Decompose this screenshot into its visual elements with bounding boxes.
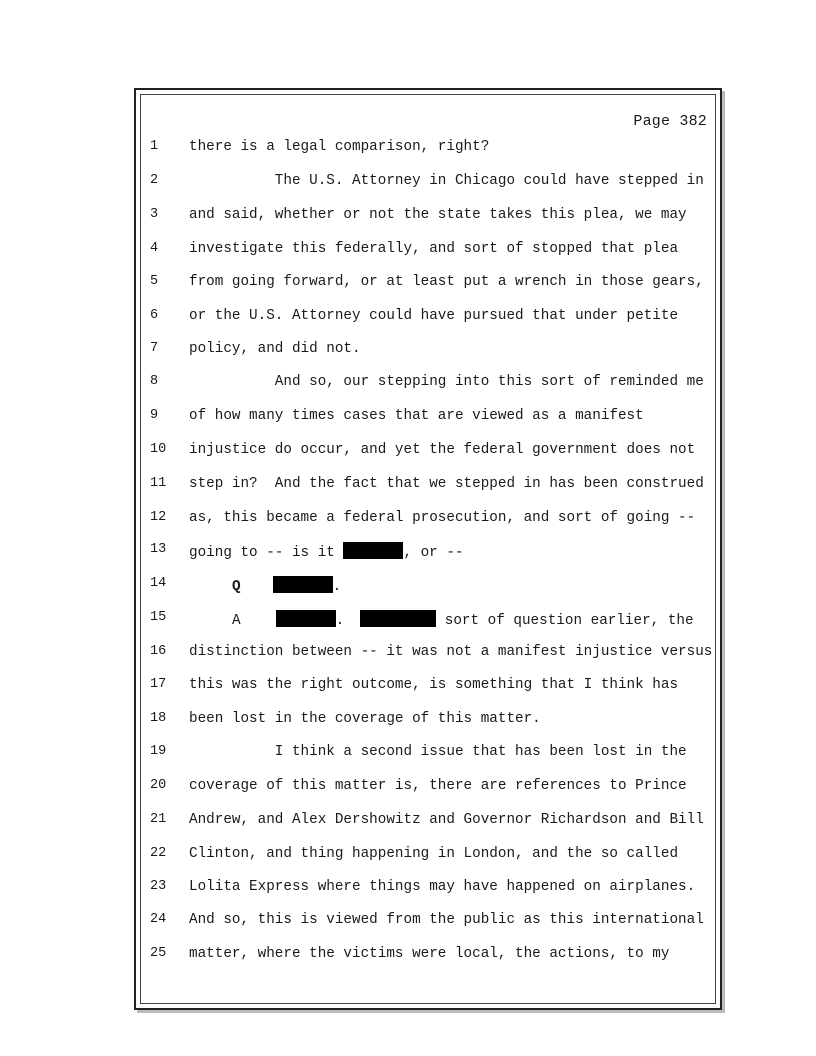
question-marker: Q bbox=[232, 579, 241, 595]
line-text: or the U.S. Attorney could have pursued that under petite bbox=[189, 308, 679, 324]
line-text: matter, where the victims were local, the actions, to my bbox=[189, 946, 670, 962]
transcript-line bbox=[0, 341, 816, 363]
line-number: 11 bbox=[150, 476, 167, 491]
line-text: injustice do occur, and yet the federal government does not bbox=[189, 442, 696, 458]
line-number: 19 bbox=[150, 744, 167, 759]
line-number: 18 bbox=[150, 711, 167, 726]
transcript-line bbox=[0, 408, 816, 430]
line-number: 8 bbox=[150, 374, 159, 389]
line-number: 20 bbox=[150, 778, 167, 793]
line-number: 16 bbox=[150, 644, 167, 659]
line-text-segment: . bbox=[332, 579, 342, 595]
transcript-line bbox=[0, 946, 816, 968]
transcript-line bbox=[0, 308, 816, 330]
line-number: 6 bbox=[150, 308, 159, 323]
line-number: 15 bbox=[150, 610, 167, 625]
line-text: step in? And the fact that we stepped in has been construed bbox=[189, 476, 704, 492]
line-number: 13 bbox=[150, 542, 167, 557]
line-text: there is a legal comparison, right? bbox=[189, 139, 490, 155]
line-text: I think a second issue that has been lost in the bbox=[189, 744, 687, 760]
line-text: this was the right outcome, is something that I think has bbox=[189, 677, 679, 693]
line-text: as, this became a federal prosecution, and sort of going -- bbox=[189, 510, 696, 526]
line-text bbox=[232, 576, 341, 595]
transcript-line bbox=[0, 879, 816, 901]
line-number: 7 bbox=[150, 341, 159, 356]
line-text: policy, and did not. bbox=[189, 341, 361, 357]
transcript-line bbox=[0, 812, 816, 834]
line-text: The U.S. Attorney in Chicago could have stepped in bbox=[189, 173, 704, 189]
line-number: 10 bbox=[150, 442, 167, 457]
transcript-line bbox=[0, 542, 816, 564]
transcript-line bbox=[0, 510, 816, 532]
line-text: and said, whether or not the state takes this plea, we may bbox=[189, 207, 687, 223]
line-text: distinction between -- it was not a manifest injustice versus bbox=[189, 644, 713, 660]
line-text: investigate this federally, and sort of stopped that plea bbox=[189, 241, 679, 257]
line-text-segment: . bbox=[335, 613, 345, 629]
line-text bbox=[232, 610, 694, 629]
line-text bbox=[189, 542, 464, 561]
transcript-line bbox=[0, 476, 816, 498]
transcript-line bbox=[0, 711, 816, 733]
line-number: 3 bbox=[150, 207, 159, 222]
line-text-segment: , or -- bbox=[403, 545, 464, 561]
transcript-line bbox=[0, 644, 816, 666]
line-text: Andrew, and Alex Dershowitz and Governor Richardson and Bill bbox=[189, 812, 704, 828]
line-number: 23 bbox=[150, 879, 167, 894]
line-number: 22 bbox=[150, 846, 167, 861]
page-number: Page 382 bbox=[633, 113, 707, 130]
transcript-line bbox=[0, 374, 816, 396]
line-text: coverage of this matter is, there are references to Prince bbox=[189, 778, 687, 794]
line-text: Lolita Express where things may have happened on airplanes. bbox=[189, 879, 696, 895]
line-number: 14 bbox=[150, 576, 167, 591]
transcript-line bbox=[0, 442, 816, 464]
line-text-segment: going to -- is it bbox=[189, 545, 344, 561]
line-text: Clinton, and thing happening in London, and the so called bbox=[189, 846, 679, 862]
line-number: 1 bbox=[150, 139, 159, 154]
transcript-line bbox=[0, 744, 816, 766]
line-number: 2 bbox=[150, 173, 159, 188]
line-text: of how many times cases that are viewed as a manifest bbox=[189, 408, 644, 424]
line-number: 5 bbox=[150, 274, 159, 289]
transcript-line bbox=[0, 912, 816, 934]
transcript-line bbox=[0, 207, 816, 229]
line-number: 24 bbox=[150, 912, 167, 927]
redaction-box bbox=[276, 610, 336, 627]
transcript-line bbox=[0, 610, 816, 632]
transcript-line bbox=[0, 778, 816, 800]
line-text: And so, our stepping into this sort of reminded me bbox=[189, 374, 704, 390]
transcript-line bbox=[0, 677, 816, 699]
redaction-box bbox=[343, 542, 403, 559]
line-text: been lost in the coverage of this matter. bbox=[189, 711, 541, 727]
redaction-box bbox=[273, 576, 333, 593]
line-text-segment: sort of question earlier, the bbox=[436, 613, 694, 629]
transcript-line bbox=[0, 274, 816, 296]
line-number: 4 bbox=[150, 241, 159, 256]
redaction-box bbox=[360, 610, 436, 627]
transcript-line bbox=[0, 241, 816, 263]
transcript-line bbox=[0, 576, 816, 598]
transcript-line bbox=[0, 173, 816, 195]
line-number: 21 bbox=[150, 812, 167, 827]
line-text: And so, this is viewed from the public as this international bbox=[189, 912, 704, 928]
line-number: 12 bbox=[150, 510, 167, 525]
answer-marker: A bbox=[232, 613, 241, 629]
transcript-line bbox=[0, 846, 816, 868]
transcript-line bbox=[0, 139, 816, 161]
line-text: from going forward, or at least put a wrench in those gears, bbox=[189, 274, 704, 290]
line-number: 25 bbox=[150, 946, 167, 961]
line-number: 17 bbox=[150, 677, 167, 692]
line-number: 9 bbox=[150, 408, 159, 423]
